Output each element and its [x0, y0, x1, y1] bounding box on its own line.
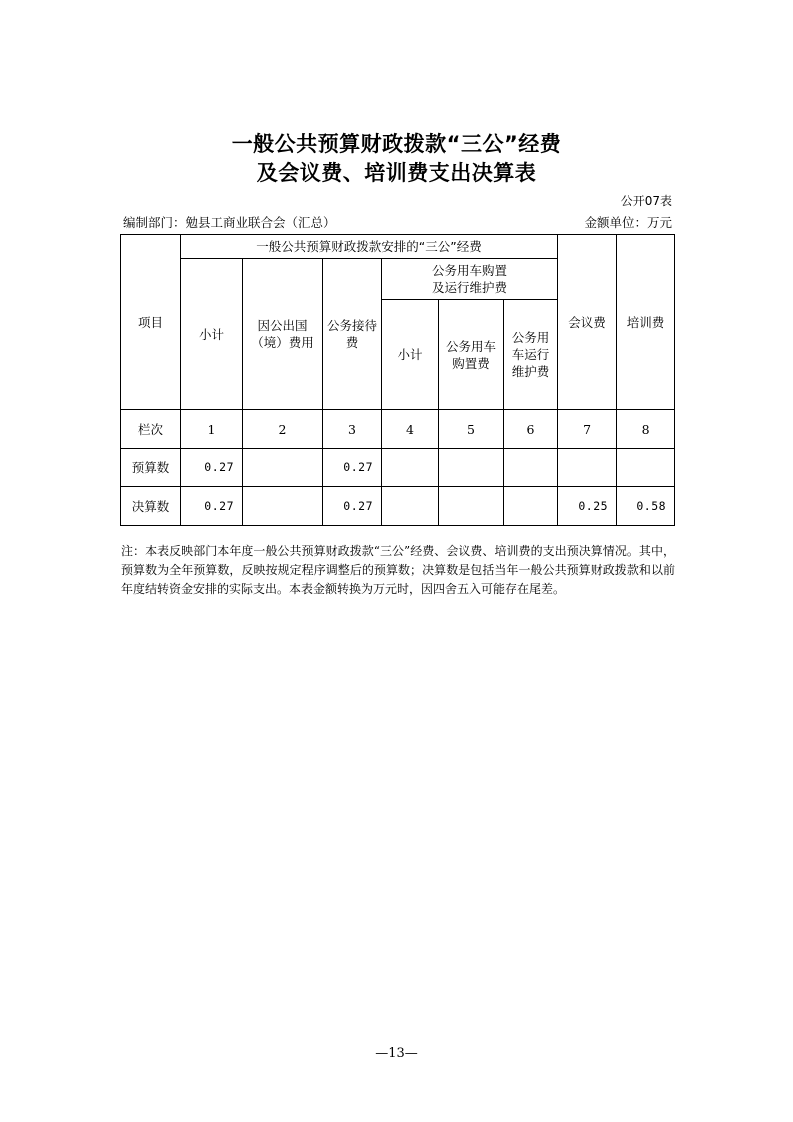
header-abroad-line-1: 因公出国 [257, 318, 308, 333]
page-number: —13— [375, 1046, 418, 1061]
table-cell: 0.27 [181, 487, 243, 526]
column-number: 4 [382, 410, 439, 449]
table-cell [439, 449, 504, 487]
table-cell [504, 449, 558, 487]
header-item: 项目 [121, 235, 181, 410]
table-note: 注：本表反映部门本年度一般公共预算财政拨款“三公”经费、会议费、培训费的支出预决算情况。其中，预算数为全年预算数，反映按规定程序调整后的预算数；决算数是包括当年一般公共预算财政拨款和以前年度结转资金安排的实际支出。本表金额转换为万元时，因四舍五入可能存在尾差。 [121, 544, 675, 596]
header-reception-line-2: 费 [345, 335, 359, 350]
row-label-budget: 预算数 [121, 449, 181, 487]
column-numbers-label: 栏次 [121, 410, 181, 449]
table-cell [439, 487, 504, 526]
header-reception-line-1: 公务接待 [326, 318, 377, 333]
header-vehicle-purchase-line-2: 购置费 [452, 355, 490, 371]
header-meeting: 会议费 [558, 235, 617, 410]
page-title-line-2: 及会议费、培训费支出决算表 [256, 161, 537, 185]
table-cell [382, 487, 439, 526]
column-number: 1 [181, 410, 243, 449]
expenditure-table [120, 234, 675, 526]
column-number: 5 [439, 410, 504, 449]
column-number: 3 [323, 410, 382, 449]
column-number: 8 [617, 410, 675, 449]
header-vehicle-operation-line-1: 公务用 [511, 330, 550, 345]
table-cell [504, 487, 558, 526]
table-cell [617, 449, 675, 487]
table-cell: 0.27 [323, 449, 382, 487]
unit-label: 金额单位：万元 [584, 215, 672, 230]
table-cell [243, 487, 323, 526]
header-vehicle-operation-line-2: 车运行 [511, 347, 550, 362]
column-number: 2 [243, 410, 323, 449]
header-abroad [243, 259, 323, 410]
table-cell: 0.58 [617, 487, 675, 526]
table-row-column-numbers [121, 410, 675, 449]
header-abroad-line-2: （境）费用 [251, 335, 314, 350]
page-title-line-1: 一般公共预算财政拨款“三公”经费 [231, 132, 562, 156]
table-cell: 0.25 [558, 487, 617, 526]
header-vehicle-subtotal: 小计 [382, 300, 439, 410]
column-number: 7 [558, 410, 617, 449]
header-vehicle-group [382, 259, 558, 300]
header-vehicle-group-line-1: 公务用车购置 [432, 263, 508, 278]
header-vehicle-group-line-2: 及运行维护费 [432, 280, 508, 295]
table-row-budget [121, 449, 675, 487]
header-reception [323, 259, 382, 410]
table-cell [558, 449, 617, 487]
row-label-final: 决算数 [121, 487, 181, 526]
header-subtotal: 小计 [181, 259, 243, 410]
header-vehicle-purchase [439, 300, 504, 410]
column-number: 6 [504, 410, 558, 449]
table-cell [382, 449, 439, 487]
table-cell: 0.27 [323, 487, 382, 526]
header-three-public-group: 一般公共预算财政拨款安排的“三公”经费 [181, 235, 558, 259]
form-number: 公开07表 [620, 194, 672, 208]
header-vehicle-operation [504, 300, 558, 410]
table-row-final [121, 487, 675, 526]
header-training: 培训费 [617, 235, 675, 410]
department-label: 编制部门：勉县工商业联合会（汇总） [123, 215, 336, 230]
table-cell [243, 449, 323, 487]
header-vehicle-operation-line-3: 维护费 [511, 364, 550, 379]
table-cell: 0.27 [181, 449, 243, 487]
header-vehicle-purchase-line-1: 公务用车 [445, 338, 496, 354]
